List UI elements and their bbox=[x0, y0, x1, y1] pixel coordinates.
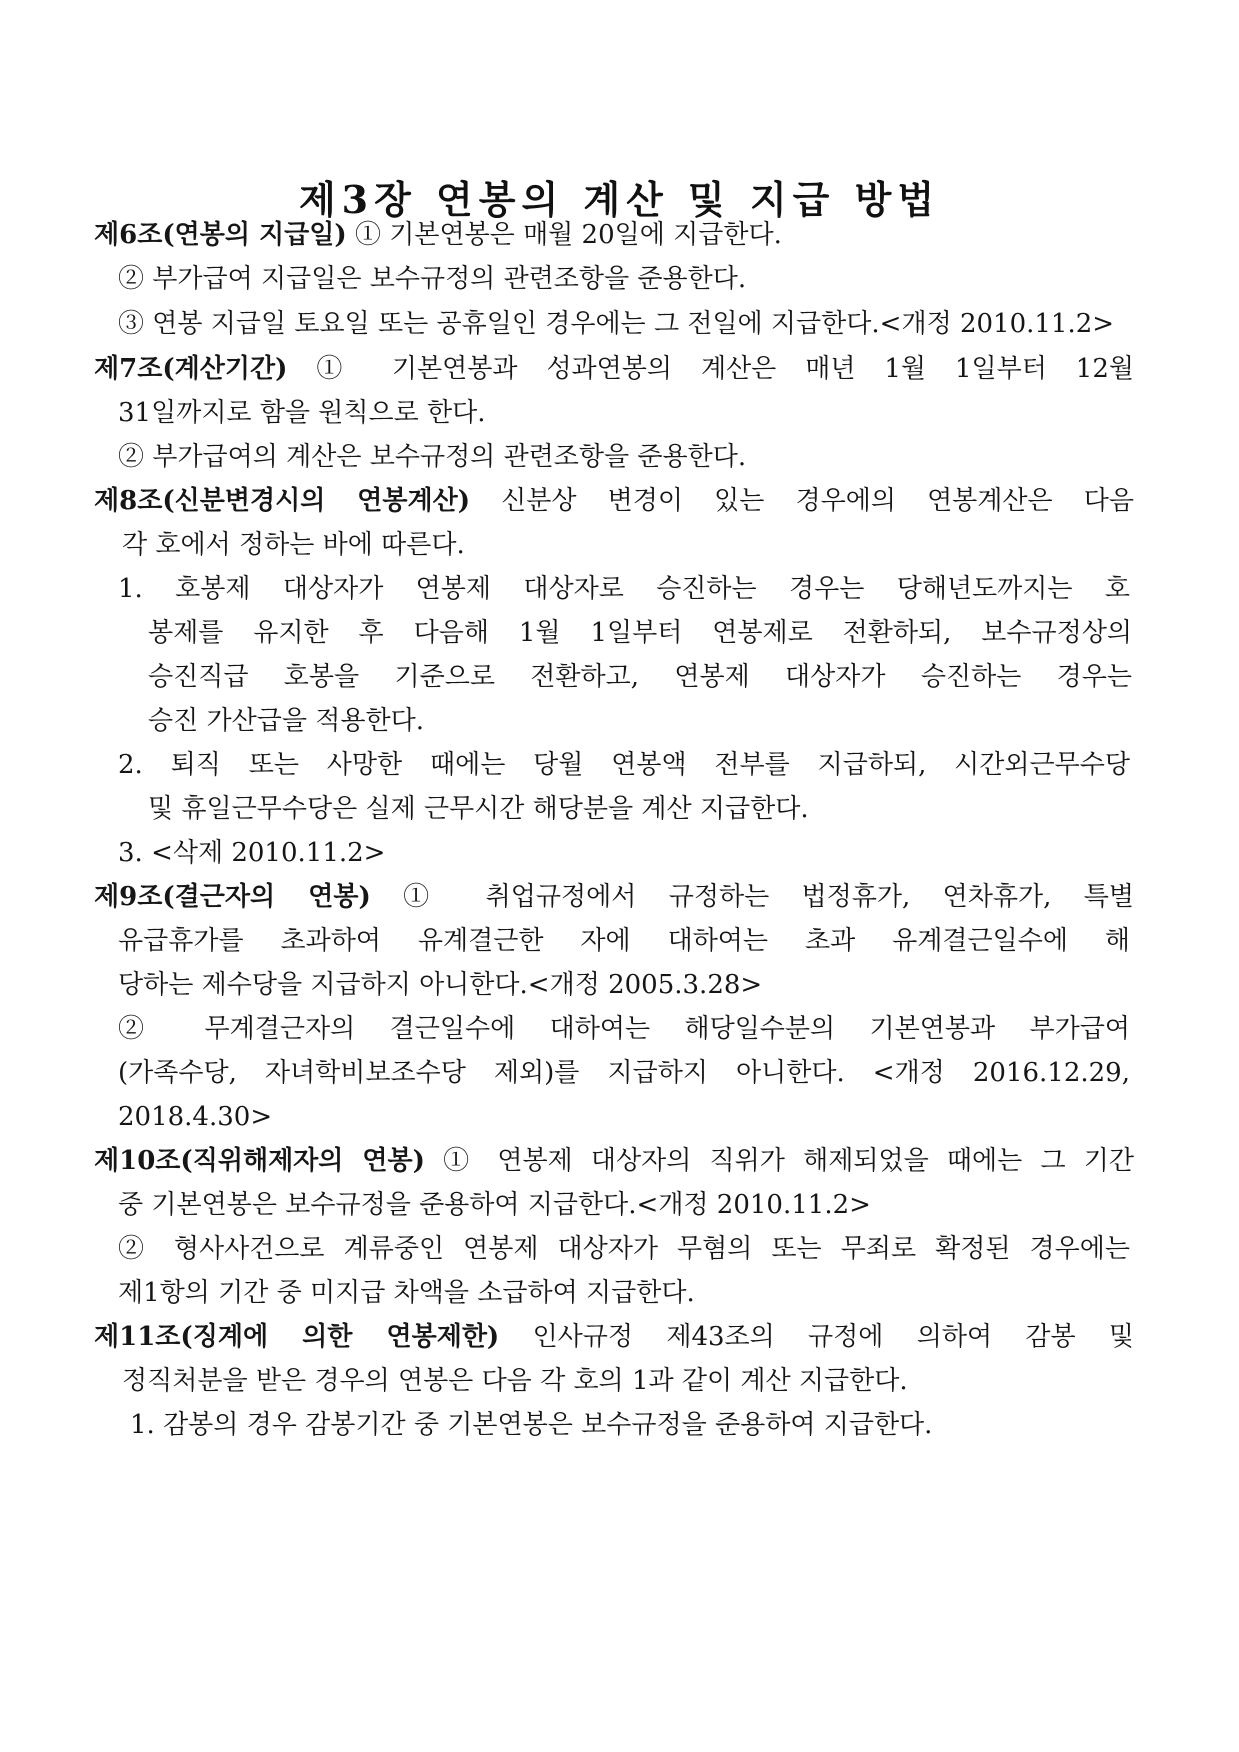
article-11-text: 인사규정 제43조의 규정에 의하여 감봉 및 bbox=[532, 1322, 1135, 1352]
article-8-line-1 bbox=[94, 484, 1134, 518]
article-10-line-4: 제1항의 기간 중 미지급 차액을 소급하여 지급한다. bbox=[118, 1278, 695, 1308]
article-8-item-2-line-1: 2. 퇴직 또는 사망한 때에는 당월 연봉액 전부를 지급하되, 시간외근무수당 bbox=[118, 750, 1130, 780]
article-10-line-3: ② 형사사건으로 계류중인 연봉제 대상자가 무혐의 또는 무죄로 확정된 경우에는 bbox=[118, 1234, 1130, 1264]
article-6-line-3: ③ 연봉 지급일 토요일 또는 공휴일인 경우에는 그 전일에 지급한다.<개정 2010.11.2> bbox=[118, 309, 1115, 339]
article-8-item-1-line-4: 승진 가산급을 적용한다. bbox=[148, 706, 424, 736]
article-10-heading: 제10조(직위해제자의 연봉) bbox=[94, 1146, 425, 1176]
article-8-item-2-line-2: 및 휴일근무수당은 실제 근무시간 해당분을 계산 지급한다. bbox=[148, 794, 809, 824]
article-8-item-1-line-2: 봉제를 유지한 후 다음해 1월 1일부터 연봉제로 전환하되, 보수규정상의 bbox=[148, 618, 1132, 648]
article-7-text: ① 기본연봉과 성과연봉의 계산은 매년 1월 1일부터 12월 bbox=[316, 354, 1135, 384]
article-11-item-1: 1. 감봉의 경우 감봉기간 중 기본연봉은 보수규정을 준용하여 지급한다. bbox=[130, 1410, 933, 1440]
article-9-line-1 bbox=[94, 880, 1134, 914]
article-9-heading: 제9조(결근자의 연봉) bbox=[94, 882, 371, 912]
article-8-item-3: 3. <삭제 2010.11.2> bbox=[118, 838, 386, 868]
article-8-item-1-line-3: 승진직급 호봉을 기준으로 전환하고, 연봉제 대상자가 승진하는 경우는 bbox=[148, 662, 1132, 692]
article-7-line-1 bbox=[94, 352, 1134, 386]
article-6-line-1 bbox=[94, 218, 782, 252]
article-9-line-2: 유급휴가를 초과하여 유계결근한 자에 대하여는 초과 유계결근일수에 해 bbox=[118, 926, 1130, 956]
article-7-line-3: ② 부가급여의 계산은 보수규정의 관련조항을 준용한다. bbox=[118, 442, 747, 472]
article-8-text: 신분상 변경이 있는 경우에의 연봉계산은 다음 bbox=[501, 486, 1135, 516]
article-8-heading: 제8조(신분변경시의 연봉계산) bbox=[94, 486, 471, 516]
article-11-heading: 제11조(징계에 의한 연봉제한) bbox=[94, 1322, 500, 1352]
article-6-line-2: ② 부가급여 지급일은 보수규정의 관련조항을 준용한다. bbox=[118, 264, 747, 294]
article-8-item-1-line-1: 1. 호봉제 대상자가 연봉제 대상자로 승진하는 경우는 당해년도까지는 호 bbox=[118, 574, 1130, 604]
article-9-line-6: 2018.4.30> bbox=[118, 1102, 273, 1132]
article-9-text: ① 취업규정에서 규정하는 법정휴가, 연차휴가, 특별 bbox=[403, 882, 1134, 912]
article-9-line-4: ② 무계결근자의 결근일수에 대하여는 해당일수분의 기본연봉과 부가급여 bbox=[118, 1014, 1130, 1044]
article-10-line-1 bbox=[94, 1144, 1134, 1178]
article-8-line-2: 각 호에서 정하는 바에 따른다. bbox=[122, 530, 465, 560]
article-9-line-3: 당하는 제수당을 지급하지 아니한다.<개정 2005.3.28> bbox=[118, 970, 763, 1000]
article-6-text: ① 기본연봉은 매월 20일에 지급한다. bbox=[354, 220, 782, 250]
article-7-heading: 제7조(계산기간) bbox=[94, 354, 288, 384]
chapter-title: 제3장 연봉의 계산 및 지급 방법 bbox=[298, 177, 941, 222]
article-10-text: ① 연봉제 대상자의 직위가 해제되었을 때에는 그 기간 bbox=[443, 1146, 1135, 1176]
article-11-line-1 bbox=[94, 1320, 1134, 1354]
article-6-heading: 제6조(연봉의 지급일) bbox=[94, 220, 347, 250]
article-11-line-2: 정직처분을 받은 경우의 연봉은 다음 각 호의 1과 같이 계산 지급한다. bbox=[122, 1366, 908, 1396]
article-9-line-5: (가족수당, 자녀학비보조수당 제외)를 지급하지 아니한다. <개정 2016.12.29, bbox=[118, 1058, 1130, 1088]
article-10-line-2: 중 기본연봉은 보수규정을 준용하여 지급한다.<개정 2010.11.2> bbox=[118, 1190, 871, 1220]
article-7-line-2: 31일까지로 함을 원칙으로 한다. bbox=[118, 398, 486, 428]
